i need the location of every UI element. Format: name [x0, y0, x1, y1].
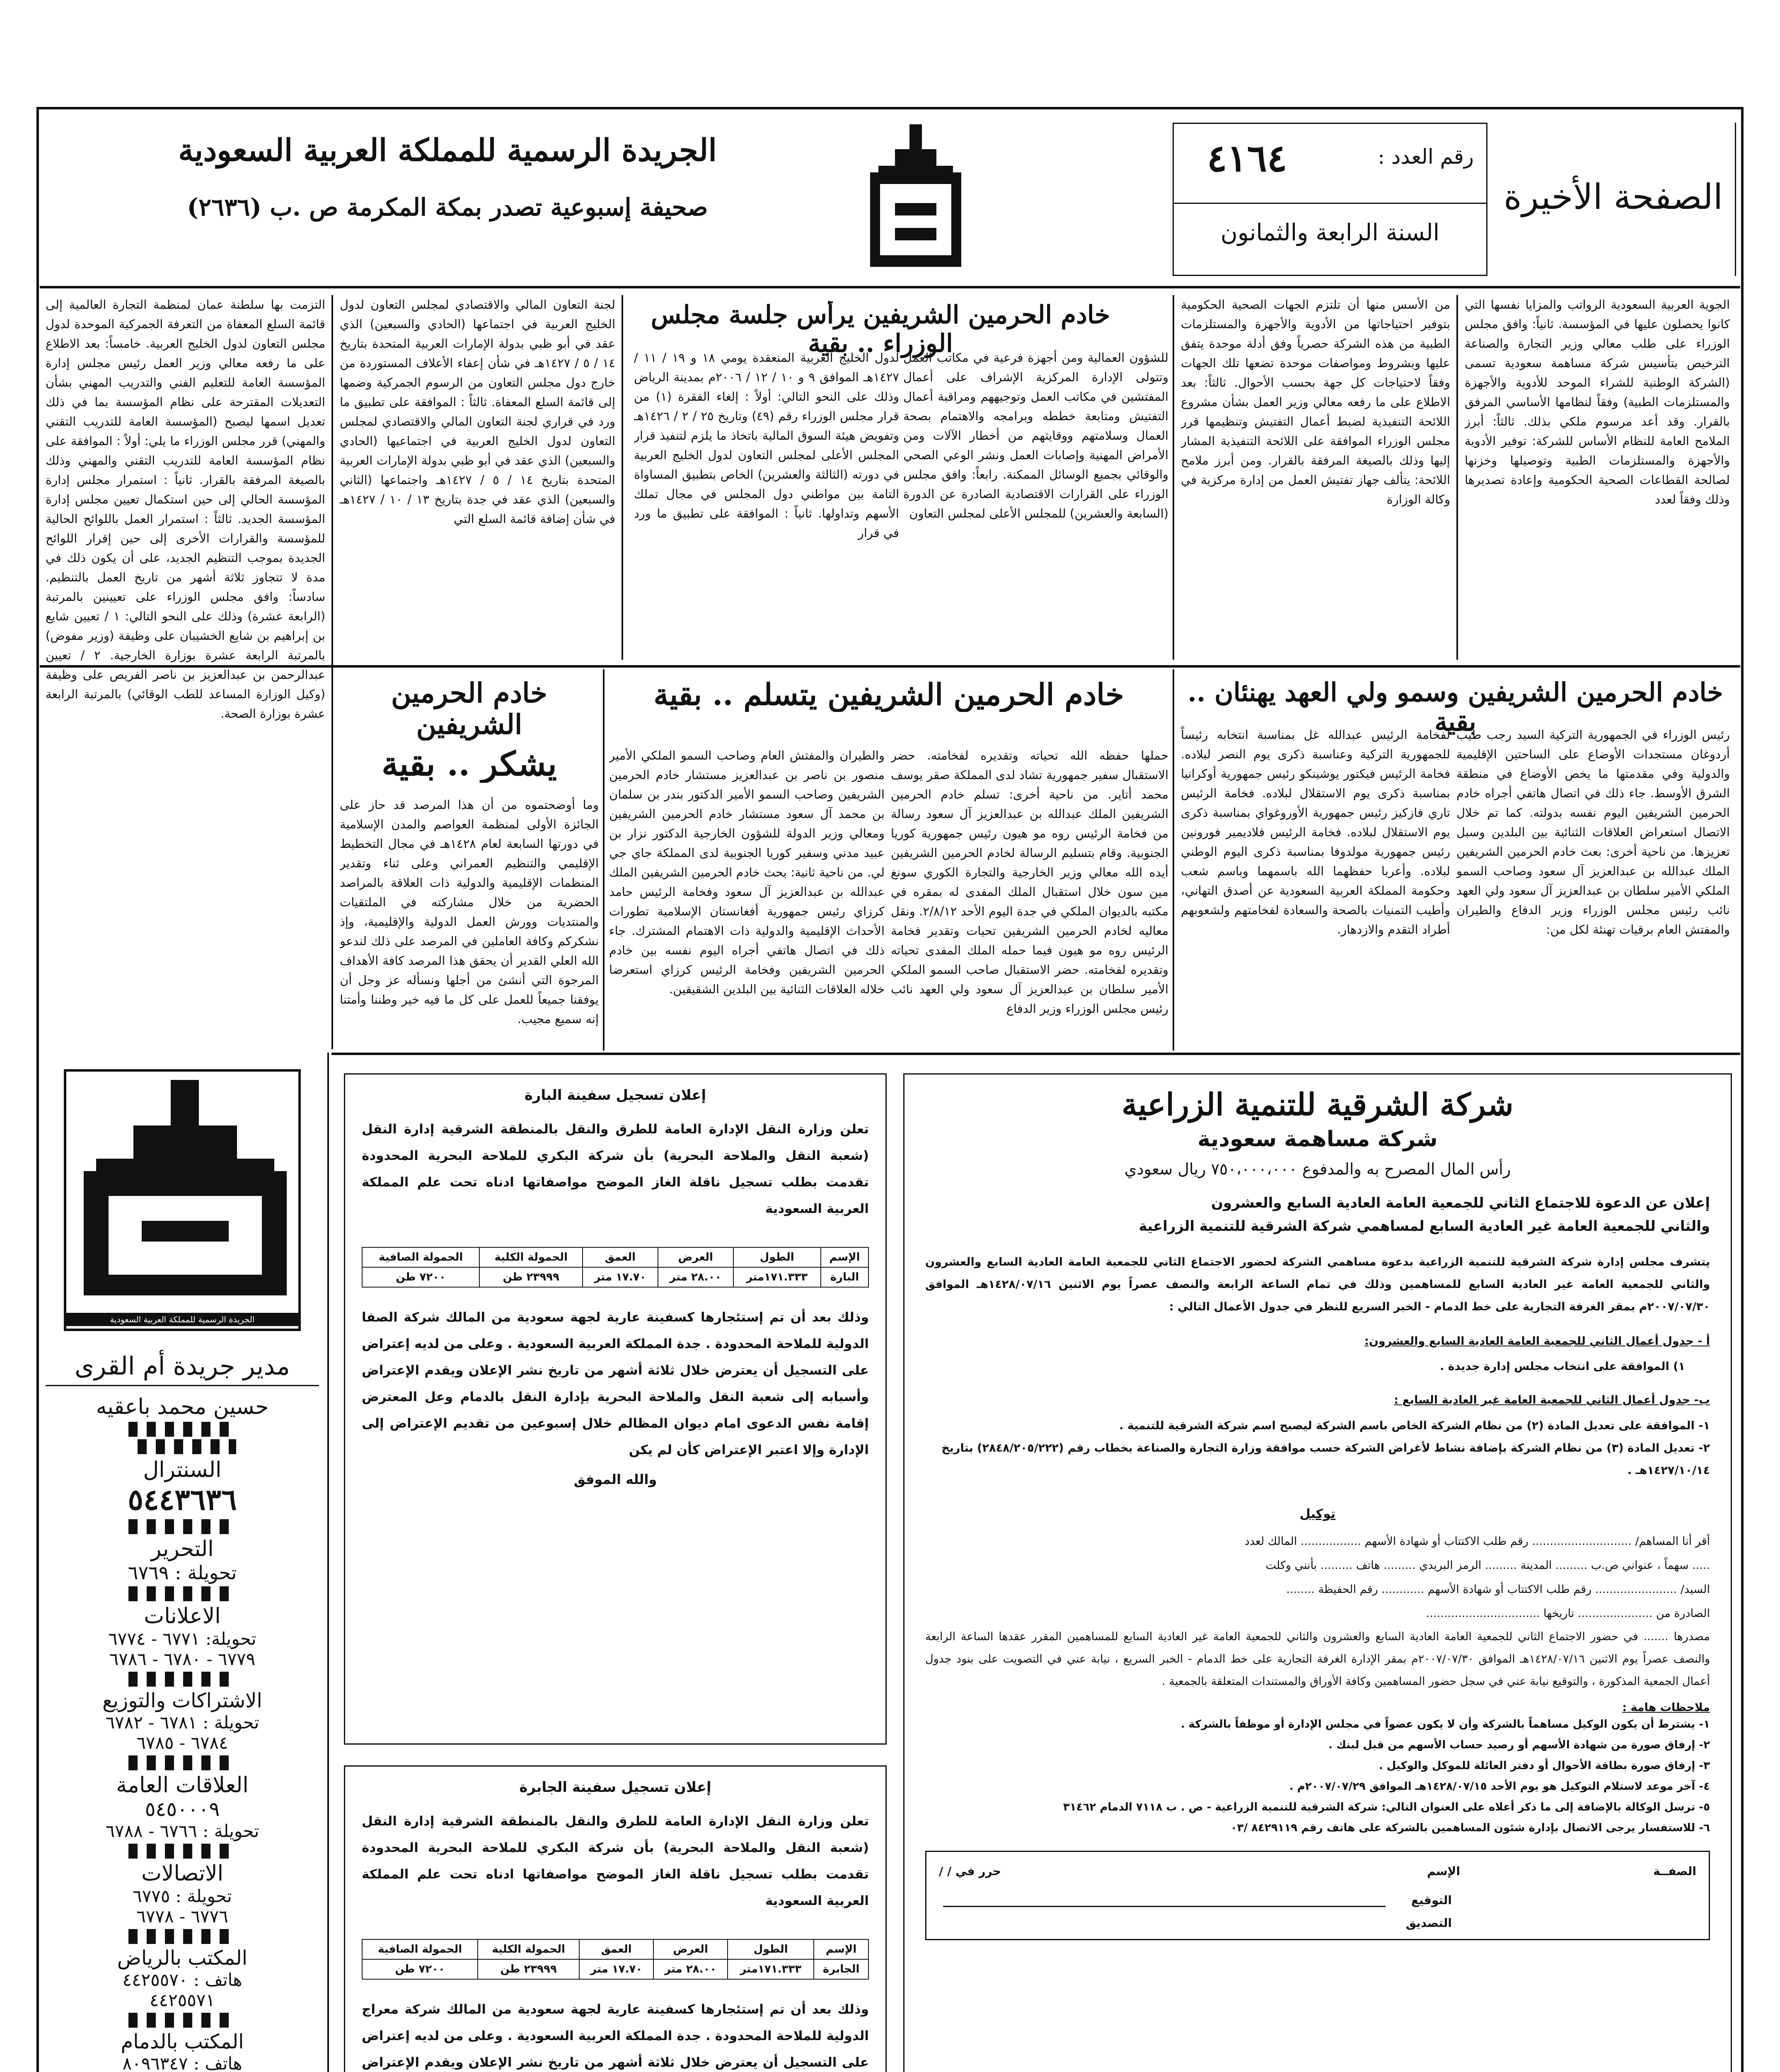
umm-al-qura-logo-icon	[870, 120, 961, 269]
ship-ad-1-table	[362, 1247, 869, 1288]
table-cell: ٧٢٠٠ طن	[362, 1267, 479, 1287]
ship-ad-2-title: إعلان تسجيل سفينة الجابرة	[519, 1779, 711, 1796]
agenda-b-title: ب- جدول أعمال الثاني للجمعية العامة غير العادية السابع :	[1394, 1394, 1710, 1406]
issue-box	[1173, 123, 1487, 276]
note-item: ٤- آخر موعد لاستلام التوكيل هو يوم الأحد ١٤٢٨/٠٧/١٥هـ الموافق ٢٠٠٧/٠٧/٢٩م .	[1289, 1780, 1710, 1793]
riyadh-phone: هاتف : ٤٤٢٥٥٧٠	[122, 1970, 242, 1990]
table-cell: ١٧.٧٠ متر	[579, 1959, 653, 1979]
sig-certify-label: التصديق	[1405, 1916, 1452, 1930]
top-col-4: لدول الخليج العربية المنعقدة يومي ١٨ و ١٩ / ١١ / ١٤٢٧هـ الموافق ٩ و ١٠ / ١٢ / ٢٠٠٦م بمدينة الرياض وذلك على النحو التالي: أولاً : إلغاء الفقرة (١) من قرار مجلس الوزراء رقم (٤٩) وتاريخ ٢٥ / ٢ / ١٤٢٦هـ وتفويض هيئة السوق المالية باتخاذ ما يلزم لتنفيذ قرار المجلس الأعلى لمجلس التعاون لدول الخليج العربية في دورته (الثالثة والعشرين) الخاص بتطبيق المساواة التامة بين مواطني دول المجلس في مجال تملك الأسهم وتداولها. ثانياً : الموافقة على تطبيق ما ورد في قرار	[634, 351, 899, 540]
table-cell: ٢٣٩٩٩ طن	[479, 1267, 583, 1287]
thanks-headline-line2: يشكر .. بقية	[381, 744, 557, 783]
col-header: الإسم	[821, 1247, 868, 1267]
col-header: العمق	[583, 1247, 658, 1267]
checker-divider-icon	[128, 1929, 236, 1944]
middle-bottom-rule	[331, 1053, 1740, 1055]
checker-divider-icon	[128, 1422, 236, 1437]
table-cell: ٢٣٩٩٩ طن	[478, 1959, 579, 1979]
receives-headline: خادم الحرمين الشريفين يتسلم .. بقية	[653, 678, 1124, 712]
company-name: شركة الشرقية للتنمية الزراعية	[1122, 1087, 1514, 1123]
col-header: الطول	[728, 1939, 814, 1959]
top-col-2: من الأسس منها أن تلتزم الجهات الصحية الحكومية بتوفير احتياجاتها من الأدوية والأجهزة والمستلزمات الطبية من هذه الشركة حصرياً وفق أدلة موحدة يتفق عليها وبشروط ومواصفات موحدة تضعها تلك الجهات وفقاً لاحتياجات كل جهة بحسب الأحوال. ثالثاً: بعد الاطلاع على ما رفعه معالي وزير العمل بشأن مشروع اللائحة التنفيذية لضبط أعمال التفتيش وتنظيمها قرر مجلس الوزراء الموافقة على اللائحة التنفيذية المشار إليها وذلك بالصيغة المرفقة بالقرار. ومن أبرز ملامح اللائحة: يتألف جهاز تفتيش العمل من إدارة مركزية في وكالة الوزارة	[1181, 298, 1450, 506]
agenda-b-item-2: ٢- تعديل المادة (٣) من نظام الشركة بإضافة نشاط لأغراض الشركة حسب موافقة وزارة التجارة والصناعة بخطاب رقم (٢٨٤٨/٢٠٥/٢٢٢) بتاريخ ١٤٢٧/١٠/١٤هـ .	[941, 1442, 1710, 1477]
greetings-headline: خادم الحرمين الشريفين وسمو ولي العهد يهنئان .. بقية	[1187, 678, 1723, 737]
switchboard-label: السنترال	[143, 1457, 222, 1482]
pr-ext: تحويلة : ٦٧٦٦ - ٦٧٨٨	[105, 1821, 259, 1841]
col-header: الحمولة الصافية	[362, 1247, 479, 1267]
paper-title: الجريدة الرسمية للمملكة العربية السعودية	[178, 133, 717, 168]
agenda-b-item-1: ١- الموافقة على تعديل المادة (٢) من نظام الشركة الخاص باسم الشركة ليصبح اسم شركة الشرقية للتنمية .	[1119, 1419, 1710, 1432]
col-header: الحمولة الكلية	[479, 1247, 583, 1267]
subs-ext-1: تحويلة : ٦٧٨١ - ٦٧٨٢	[105, 1712, 259, 1733]
table-cell: ٧٢٠٠ طن	[362, 1959, 478, 1979]
ship-ad-1	[344, 1073, 887, 1745]
checker-divider-icon	[128, 1439, 236, 1454]
checker-divider-icon	[128, 1672, 236, 1687]
director-label: مدير جريدة أم القرى	[46, 1352, 319, 1386]
riyadh-label: المكتب بالرياض	[117, 1946, 248, 1970]
notes-title: ملاحظات هامة :	[1622, 1701, 1710, 1714]
ship-ad-1-title: إعلان تسجيل سفينة البارة	[524, 1087, 706, 1104]
thanks-article	[340, 669, 599, 1051]
proxy-line[interactable]: أقر أنا المساهم/ ............................ رقم طلب الاكتتاب أو شهادة الأسهم ................. المالك لعدد	[1244, 1535, 1710, 1548]
company-capital: رأس المال المصرح به والمدفوع ٧٥٠،٠٠٠،٠٠٠ ريال سعودي	[1124, 1160, 1511, 1178]
table-cell: ٢٨.٠٠ متر	[653, 1959, 728, 1979]
section-box	[1492, 123, 1736, 276]
proxy-title: توكيل	[1299, 1507, 1336, 1521]
middle-divider-1	[1173, 669, 1174, 1051]
masthead-title-block	[83, 124, 812, 261]
note-item: ٢- إرفاق صورة من شهادة الأسهم أو رصيد حساب الأسهم من قبل لبنك .	[1328, 1739, 1710, 1751]
company-type: شركة مساهمة سعودية	[1197, 1127, 1438, 1152]
top-divider-1	[1456, 295, 1458, 660]
note-item: ٣- إرفاق صورة بطاقة الأحوال أو دفتر العائلة للموكل والوكيل .	[1379, 1760, 1710, 1772]
note-item: ٦- للاستفسار يرجى الاتصال بإدارة شئون المساهمين بالشركة على هاتف رقم ٨٤٢٩١١٩ /٠٣	[1230, 1822, 1710, 1834]
proxy-line[interactable]: الصادرة من ..................... تاريخها ................................	[1426, 1607, 1710, 1620]
sidebar-logo-caption: الجريدة الرسمية للمملكة العربية السعودية	[66, 1313, 298, 1326]
greetings-col-2: لفخامة الرئيس عبدالله غل بمناسبة انتخابه رئيساً للجمهورية التركية وعناسبة ذكرى يوم النصر لبلاده. فخامة الرئيس فيكتور يوشينكو رئيس جمهورية أوكرانيا بمناسبة ذكرى يوم الاستقلال لبلاده. فخامة الرئيس تاري فازكيز رئيس جمهورية الأوروغواي بمناسبة ذكرى يوم الاستقلال لبلاده. فخامة الرئيس فلاديمير فورونين رئيس جمهورية مولدوفا بمناسبة ذكرى اليوم الوطني لبلاده. وأعربا حفظهما الله باسمهما وباسم شعب وحكومة المملكة العربية السعودية عن أصدق التهاني، وأطيب التمنيات بالصحة والسعادة لفخامتهم ولشعوبهم أطراد التقدم والازدهار.	[1181, 728, 1450, 937]
note-item: ٥- ترسل الوكالة بالإضافة إلى ما ذكر أعلاه على العنوان التالي: شركة الشرقية للتنمية الزراعية - ص . ب ٧١١٨ الدمام ٣١٤٦٢	[1063, 1801, 1710, 1813]
paper-subtitle: صحيفة إسبوعية تصدر بمكة المكرمة ص .ب (٢٦٣٦)	[187, 193, 708, 221]
receives-article	[609, 669, 1168, 752]
umm-al-qura-large-logo-icon	[71, 1072, 298, 1295]
ship-ad-2-table	[362, 1939, 869, 1980]
ship-ad-1-footer: وذلك بعد أن تم إستئجارها كسفينة عارية لجهة سعودية من المالك شركة الصفا الدولية للملاحة المحدودة . جدة المملكة العربية السعودية . وعلى من لديه إعتراض على التسجيل أن يعترض خلال ثلاثة أشهر من تاريخ نشر الإعلان ويقدم الإعتراض وأسبابه إلى شعبة النقل والملاحة البحرية بإدارة النقل بالدمام وعل المعترض إقامة نفس الدعوى امام ديوان المظالم خلال إسبوعين من تقديم الإعتراض إلى الإدارة وإلا اعتبر الإعتراض كأن لم يكن	[362, 1310, 869, 1457]
col-header: العمق	[579, 1939, 653, 1959]
sidebar	[46, 1061, 319, 2072]
switchboard-number: ٥٤٤٣٦٣٦	[128, 1482, 237, 1517]
sig-field[interactable]	[943, 1906, 1386, 1907]
ship-ad-2-footer: وذلك بعد أن تم إستئجارها كسفينة عارية لجهة سعودية من المالك شركة معراج الدولية للملاحة المحدودة . جدة المملكة العربية السعودية . وعلى من لديه إعتراض على التسجيل أن يعترض خلال ثلاثة أشهر من تاريخ نشر الإعلان ويقدم الإعتراض	[362, 2002, 869, 2070]
proxy-line[interactable]: ..... سهماً ، عنواني ص.ب ......... المدينة ......... الرمز البريدي ......... هاتف ......... بأنني وكلت	[1265, 1559, 1710, 1572]
checker-divider-icon	[128, 1755, 236, 1770]
comm-ext-2: ٦٧٧٦ - ٦٧٧٨	[136, 1906, 228, 1927]
checker-divider-icon	[128, 2013, 236, 2028]
ship-ad-1-closing: والله الموفق	[573, 1472, 657, 1487]
thanks-headline-line1: خادم الحرمين الشريفين	[391, 678, 548, 741]
col-header: الحمولة الكلية	[478, 1939, 579, 1959]
receives-col-2: والطيران والمفتش العام وصاحب السمو الملكي الأمير منصور بن ناصر بن عبدالعزيز مستشار خادم الحرمين الشريفين وصاحب السمو الأمير الدكتور بندر بن سلمان بن محمد آل سعود مستشار خادم الحرمين الشريفين ومعالي وزير الدولة للشؤون الخارجية الدكتور نزار بن عبيد مدني وسفير كوريا الجنوبية لدى المملكة جاي جي لي. من ناحية ثانية: بحث خادم الحرمين الشريفين الملك عبدالله بن عبدالعزيز آل سعود وفخامة الرئيس حامد كرزاي رئيس جمهورية أفغانستان الإسلامية تطورات الأحداث الإقليمية والدولية ذات الاهتمام المشترك. جاء ذلك في اتصال هاتفي أجراه اليوم نفسه بين خادم الحرمين الشريفين وفخامة الرئيس كرزاي استعرضا خلاله العلاقات الثنائية بين البلدين الشقيقين.	[609, 748, 885, 996]
ship-ad-2-body: تعلن وزارة النقل الإدارة العامة للطرق والنقل بالمنطقة الشرقية إدارة النقل (شعبة النقل والملاحة البحرية) بأن شركة البكري للملاحة البحرية المحدودة تقدمت بطلب تسجيل ناقلة الغاز الموضح مواصفاتها ادناه تحت علم المملكة العربية السعودية	[362, 1814, 869, 1908]
agenda-a-item-1: ١) الموافقة على انتخاب مجلس إدارة جديدة .	[1440, 1360, 1685, 1373]
top-divider-2	[1173, 295, 1174, 660]
table-cell: ١٧.٧٠ متر	[583, 1267, 658, 1287]
agenda-a-title: أ - جدول أعمال الثاني للجمعية العامة العادية السابع والعشرون:	[1364, 1335, 1710, 1348]
col-header: الطول	[733, 1247, 821, 1267]
ads-label: الاعلانات	[144, 1604, 221, 1629]
top-col-3: للشؤون العمالية ومن أجهزة فرعية في مكاتب العمل وتتولى الإدارة المركزية الإشراف على أعمال المفتشين في مكاتب العمل وتوجيههم ومراقبة أعمال التفتيش ومتابعة خططه وبرامجه والاهتمام بصحة العمال وسلامتهم ووقايتهم من أخطار الآلات ومن الأمراض المهنية وإصابات العمل ونشر الوعي الصحي والوقائي بجميع الوسائل الممكنة. رابعاً: وافق مجلس الوزراء على القرارات الاقتصادية الصادرة عن الدورة (السابعة والعشرين) للمجلس الأعلى لمجلس التعاون	[903, 351, 1168, 520]
sidebar-divider	[327, 1053, 329, 2072]
issue-label: رقم العدد :	[1378, 145, 1474, 169]
sig-capacity-label: الصفــة	[1653, 1864, 1696, 1878]
dammam-label: المكتب بالدمام	[121, 2030, 244, 2053]
proxy-body: مصدرها ....... في حضور الاجتماع الثاني للجمعية العامة العادية السابع والعشرون والثاني للجمعية العامة غير العادية السابع للمساهمين المقرر عقدها الساعة الرابعة والنصف عصراً يوم الاثنين ١٤٢٨/٠٧/١٦هـ الموافق ٢٠٠٧/٠٧/٣٠م بمقر الإدارة الغرفة التجارية على خط الدمام - الخبر السريع ، نيابة عني في التصويت على بنود جدول أعمال الجمعية المذكورة ، والتوقيع نيابة عني في سجل حضور المساهمين وكافة الأوراق والمستندات المتعلقة بالجمعية .	[925, 1630, 1710, 1688]
meeting-intro: يتشرف مجلس إدارة شركة الشرقية للتنمية الزراعية بدعوة مساهمي الشركة لحضور الاجتماع الثاني للجمعية العامة العادية السابع والعشرون والثاني للجمعية العامة غير العادية السابع للمساهمين وذلك في تمام الساعة الرابعة والنصف عصراً يوم الاثنين ١٤٢٨/٠٧/١٦هـ الموافق ٢٠٠٧/٠٧/٣٠م بمقر الغرفة التجارية على خط الدمام - الخبر السريع للنظر في جدول الأعمال التالي :	[925, 1256, 1710, 1313]
pr-label: العلاقات العامة	[116, 1773, 249, 1798]
comm-ext-1: تحويلة : ٦٧٧٥	[133, 1886, 232, 1906]
riyadh-fax: ٤٤٢٥٥٧١	[150, 1990, 215, 2010]
sig-name-label: الإسم	[1427, 1864, 1460, 1878]
cabinet-headline: خادم الحرمين الشريفين يرأس جلسة مجلس الوزراء .. بقية	[651, 301, 1110, 358]
top-article-headline	[626, 293, 1135, 358]
dammam-phone: هاتف : ٨٠٩٦٣٤٧	[122, 2053, 242, 2072]
company-ad	[903, 1073, 1732, 2072]
thanks-body: وما أوضحتموه من أن هذا المرصد قد حاز على الجائزة الأولى لمنظمة العواصم والمدن الإسلامية في دورتها السابعة لعام ١٤٢٨هـ في مجال التخطيط الإقليمي والتنظيم العمراني وعلى ثناء وتقدير المنظمات الإقليمية والدولية ذات العلاقة بالمراصد الحضرية من خلال مشاركته في الملتقيات والمنتديات وورش العمل الدولية والإقليمية، وإذ نشكركم وكافة العاملين في المرصد على ذلك لندعو الله العلي القدير أن يحقق هذا المرصد كافة الأهداف المرجوة التي أنشئ من أجلها ونسأله عز وجل أن يوفقنا جميعاً للعمل على كل ما فيه خير وطننا وأمتنا إنه سميع مجيب.	[340, 797, 599, 1026]
col-header: الحمولة الصافية	[362, 1939, 478, 1959]
checker-divider-icon	[128, 1844, 236, 1859]
table-cell: البارة	[821, 1267, 868, 1287]
ads-ext-1: تحويلة: ٦٧٧١ - ٦٧٧٤	[108, 1629, 256, 1649]
subs-label: الاشتراكات والتوزيع	[102, 1689, 262, 1712]
ship-ad-1-body: تعلن وزارة النقل الإدارة العامة للطرق والنقل بالمنطقة الشرقية إدارة النقل (شعبة النقل والملاحة البحرية) بأن شركة البكري للملاحة البحرية المحدودة تقدمت بطلب تسجيل ناقلة الغاز الموضح مواصفاتها ادناه تحت علم المملكة العربية السعودية	[362, 1122, 869, 1216]
table-cell: ١٧١.٣٣٣متر	[728, 1959, 814, 1979]
proxy-line[interactable]: السيد/ ....................... رقم طلب الاكتتاب أو شهادة الأسهم ............ رقم الحفيظة ........	[1286, 1583, 1710, 1596]
receives-col-1: حملها حفظه الله تحياته وتقديره لفخامته. حضر الاستقبال سفير جمهورية تشاد لدى المملكة صقر يوسف محمد أتاير. من ناحية أخرى: تسلم خادم الحرمين الشريفين الملك عبدالله بن عبدالعزيز آل سعود رسالة من فخامة الرئيس روه مو هيون رئيس جمهورية كوريا الجنوبية. وقام بتسليم الرسالة لخادم الحرمين الشريفين أيده الله معالي وزير الخارجية والتجارة الكوري سونغ مين سون خلال استقبال الملك المفدى له بمقره في مكتبه بالديوان الملكي في جدة اليوم الأحد ٢/٨/١٢. ونقل معاليه لخادم الحرمين الشريفين تحيات وتقدير فخامة الرئيس روه مو هيون فيما حمله الملك المفدى تحياته وتقديره لفخامته. حضر الاستقبال صاحب السمو الملكي الأمير سلطان بن عبدالعزيز آل سعود ولي العهد نائب رئيس مجلس الوزراء وزير الدفاع	[891, 748, 1168, 1016]
top-divider-4	[622, 295, 623, 660]
issue-number: ٤١٦٤	[1207, 136, 1287, 180]
top-col-6: التزمت بها سلطنة عمان لمنظمة التجارة العالمية إلى قائمة السلع المعفاة من التعرفة الجمركية الموحدة لدول مجلس التعاون لدول الخليج العربية. خامساً: بعد الاطلاع على ما رفعه معالي وزير العمل رئيس مجلس إدارة المؤسسة العامة للتعليم الفني والتدريب المهني بشأن التعديلات المقترحة على نظام المؤسسة بما في ذلك تعديل اسمها ليصبح (المؤسسة العامة للتدريب التقني والمهني) قرر مجلس الوزراء ما يلي: أولاً : الموافقة على نظام المؤسسة العامة للتدريب التقني والمهني وذلك بالصيغة المرفقة بالقرار. ثانياً : استمرار مجلس إدارة المؤسسة الحالي إلى حين استكمال تعيين مجلس إدارة المؤسسة الجديد. ثالثاً : استمرار العمل باللوائح الحالية للمؤسسة والقرارات الأخرى إلى حين إقرار اللوائح الجديدة بموجب التنظيم الجديد، على أن يكون ذلك في مدة لا تتجاوز ثلاثة أشهر من تاريخ العمل بالتنظيم. سادساً: وافق مجلس الوزراء على تعيينين بالمرتبة (الرابعة عشرة) وذلك على النحو التالي: ١ / تعيين شايع بن إبراهيم بن شايع الخشيبان على وظيفة (وزير مفوض) بالمرتبة الرابعة عشرة بوزارة الخارجية. ٢ / تعيين عبدالرحمن بن عبدالعزيز بن ناصر الفريص على وظيفة (وكيل الوزارة المساعد للطب الوقائي) بالمرتبة الرابعة عشرة بوزارة الصحة.	[46, 298, 325, 721]
masthead-logo	[870, 120, 961, 269]
greetings-col-1: رئيس الوزراء في الجمهورية التركية السيد رجب طيب أردوغان مستجدات الأوضاع على الساحتين الإقليمية والدولية وفي مقدمتها ما يخص الأوضاع في منطقة الشرق الأوسط. جاء ذلك في اتصال هاتفي أجراه خادم الحرمين الشريفين اليوم نفسه بدولته. كما تم خلال الاتصال استعراض العلاقات الثنائية بين البلدين وسبل تعزيزها. من ناحية أخرى: بعث خادم الحرمين الشريفين الملك عبدالله بن عبدالعزيز آل سعود وصاحب السمو الملكي الأمير سلطان بن عبدالعزيز آل سعود ولي العهد نائب رئيس مجلس الوزراء وزير الدفاع والطيران والمفتش العام برقيات تهنئة لكل من:	[1456, 728, 1730, 937]
year-label: السنة الرابعة والثمانون	[1220, 219, 1440, 246]
editorial-label: التحرير	[151, 1537, 214, 1561]
table-row	[362, 1267, 868, 1287]
pr-number: ٥٤٥٠٠٠٩	[145, 1798, 220, 1821]
top-col-5: لجنة التعاون المالي والاقتصادي لمجلس التعاون لدول الخليج العربية في اجتماعها (الحادي والسبعين) الذي عقد في أبو ظبي بدولة الإمارات العربية المتحدة بتاريخ ١٤ / ٥ / ١٤٢٧هـ في شأن إعفاء الأعلاف المستوردة من خارج دول مجلس التعاون من الرسوم الجمركية وضمها إلى قائمة السلع المعفاة. ثالثاً : الموافقة على تطبيق ما ورد في قراري لجنة التعاون المالي والاقتصادي لمجلس التعاون لدول الخليج العربية في اجتماعيها (الحادي والسبعين) الذي عقد في أبو ظبي بدولة الإمارات العربية المتحدة بتاريخ ١٤ / ٥ / ١٤٢٧هـ واجتماعها (الثاني والسبعين) الذي عقد في جدة بتاريخ ١٣ / ١٠ / ١٤٢٧هـ في شأن إضافة قائمة السلع التي	[340, 298, 615, 526]
ship-ad-2	[344, 1765, 887, 2072]
sig-signature-label: التوقيع	[1411, 1893, 1452, 1907]
checker-divider-icon	[128, 1586, 236, 1601]
table-cell: الجابرة	[814, 1959, 868, 1979]
col-header: العرض	[653, 1939, 728, 1959]
middle-divider-2	[603, 669, 605, 1051]
checker-divider-icon	[128, 1519, 236, 1534]
section-label: الصفحة الأخيرة	[1503, 177, 1723, 217]
announce-line-2: والثاني للجمعية العامة غير العادية السابع لمساهمي شركة الشرقية للتنمية الزراعية	[1139, 1218, 1710, 1234]
table-cell: ٢٨.٠٠ متر	[658, 1267, 733, 1287]
announce-line-1: إعلان عن الدعوة للاجتماع الثاني للجمعية العامة العادية السابع والعشرون	[1211, 1195, 1710, 1211]
comm-label: الاتصالات	[141, 1861, 224, 1886]
signature-block	[925, 1851, 1710, 1940]
col-header: العرض	[658, 1247, 733, 1267]
ads-ext-2: ٦٧٧٩ - ٦٧٨٠ - ٦٧٨٦	[109, 1649, 256, 1669]
editorial-ext: تحويلة : ٦٧٦٩	[128, 1561, 237, 1584]
director-name: حسين محمد باعقيه	[96, 1394, 269, 1419]
top-col-1: الجوية العربية السعودية الرواتب والمزايا نفسها التي كانوا يحصلون عليها في المؤسسة. ثانياً: وافق مجلس الوزراء على طلب معالي وزير التجارة والصناعة الترخيص بتأسيس شركة مساهمة سعودية تسمى (الشركة الوطنية للشراء الموحد للأدوية والأجهزة والمستلزمات الطبية) وفقاً لنظامها الأساسي المرفق بالقرار. وقد أعد مرسوم ملكي بذلك. ثالثاً: أبرز الملامح العامة للنظام الأساس للشركة: توفير الأدوية والأجهزة والمستلزمات الطبية وتوصيلها وخزنها لصالحة القطاعات الصحية الحكومية وإعادة تصديرها وذلك وفقاً لعدد	[1465, 298, 1730, 506]
table-cell: ١٧١.٣٣٣متر	[733, 1267, 821, 1287]
col-header: الإسم	[814, 1939, 868, 1959]
top-divider-5	[331, 295, 333, 1049]
sidebar-logo	[64, 1069, 301, 1331]
note-item: ١- يشترط أن يكون الوكيل مساهماً بالشركة وأن لا يكون عضواً في مجلس الإدارة أو موظفاً بالشركة .	[1180, 1718, 1710, 1731]
table-row	[362, 1959, 868, 1979]
sig-date-label: حرر في / /	[939, 1864, 1001, 1878]
subs-ext-2: ٦٧٨٤ - ٦٧٨٥	[136, 1733, 228, 1753]
